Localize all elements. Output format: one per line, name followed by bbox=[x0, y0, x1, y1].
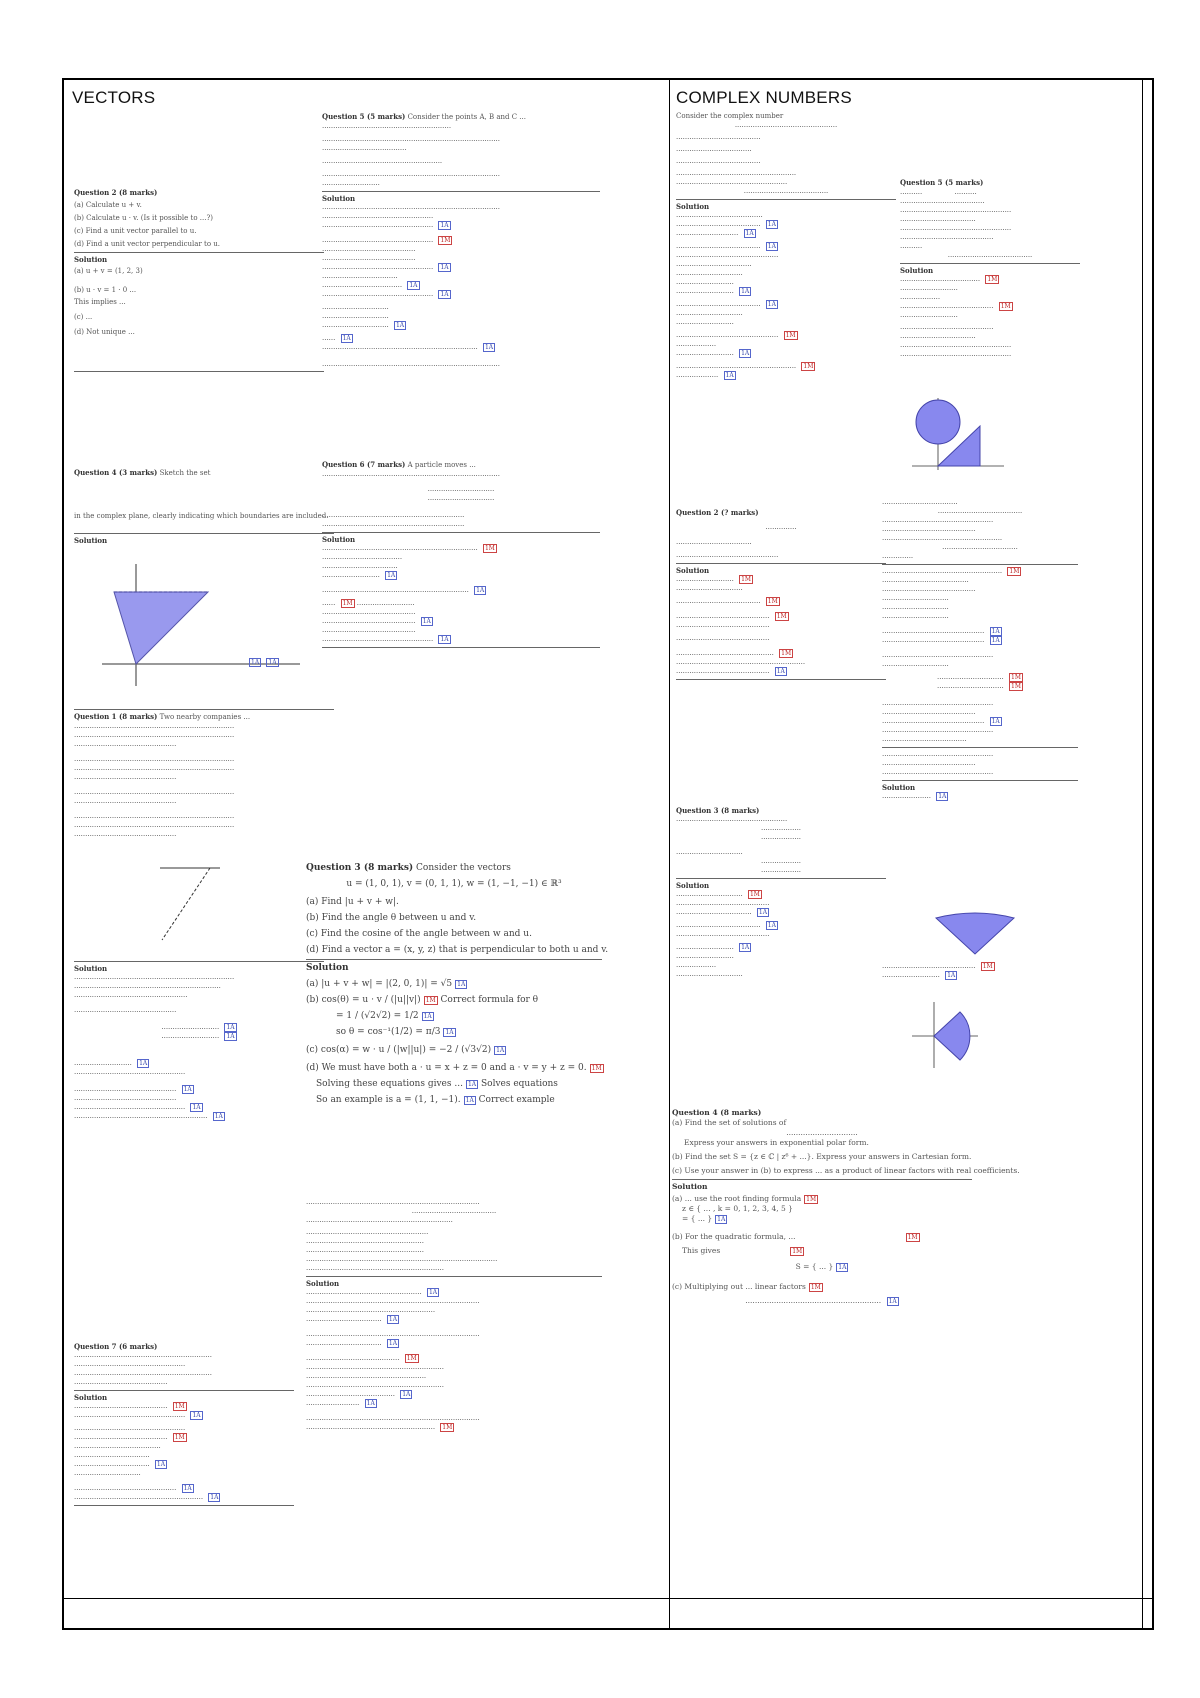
solution-line: Solving these equations gives ... bbox=[316, 1079, 463, 1089]
complex-question-3: Question 3 (8 marks) .................................................. .................. .................. .............................. .................. .................. Solution .............................. 1M .......................................... .................................. 1A ...................................... 1A .......................................... .......................... 1A .......................... .................. .............................. bbox=[676, 806, 886, 979]
question-heading: Question 3 (8 marks) bbox=[676, 806, 760, 815]
mark-badge: 1A bbox=[467, 1081, 477, 1088]
vector-definition: u = (1, 0, 1), v = (0, 1, 1), w = (1, −1, −1) ∈ ℝ³ bbox=[346, 879, 562, 889]
mark-badge: 1M bbox=[792, 1248, 803, 1255]
solution-label: Solution bbox=[676, 881, 710, 890]
complex-region-sketch-1 bbox=[910, 396, 1006, 472]
mark-badge: 1A bbox=[496, 1047, 505, 1054]
mark-badge: 1M bbox=[591, 1065, 602, 1072]
solution-line: (c) cos(α) = w · u / (|w||u|) = −2 / (√3√2) bbox=[306, 1045, 492, 1055]
complex-question-5: Question 5 (5 marks) .......... .......... ...................................... .................................................. .................................. .................................................. .......................................... .......... ...................................... Solution .................................... 1M .......................... .................. .......................................... 1M .......................... .......................................... .................................. .................................................. .................................................. bbox=[900, 178, 1080, 359]
solution-line: = 1 / (√2√2) = 1/2 bbox=[336, 1011, 419, 1021]
complex-question-right-middle: .................................. ...................................... .................................................. .......................................... ...................................................... .................................. .............. ...................................................... 1M ....................................... .......................................... .............................. .............................. .............................. .............................................. 1A .............................................. 1A .................................................. .............................. .............................. 1M .............................. 1M .................................................. .......................................... .............................................. 1A .................................................. ...................................... .................................................. .......................................... .................................................. Solution ...................... 1A bbox=[882, 498, 1078, 801]
solution-line: z ∈ { ... , k = 0, 1, 2, 3, 4, 5 } bbox=[682, 1204, 793, 1213]
question-part: Express your answers in exponential polar form. bbox=[684, 1138, 869, 1147]
vectors-question-6: Question 6 (7 marks) A particle moves ... ................................................................................ .............................. .............................. ................................................................ ................................................................ Solution ...................................................................... 1M .................................... .................................. .......................... 1A .................................................................. 1A ...... 1M .......................... .......................................... .......................................... 1A .......................................... .................................................. 1A bbox=[322, 460, 600, 650]
mark-note: Correct example bbox=[478, 1095, 555, 1105]
vectors-question-1-solution: Solution ........................................................................ .................................................................. ................................................... .............................................. .......................... 1A .......................... 1A .......................... 1A .................................................. .............................................. 1A .............................................. .................................................. 1A ............................................................ 1A bbox=[74, 958, 324, 1121]
solution-line: This gives bbox=[682, 1246, 721, 1255]
mark-badge: 1A bbox=[465, 1097, 474, 1104]
question-part: (a) Find |u + v + w|. bbox=[306, 897, 399, 907]
question-part: (d) Find a unit vector perpendicular to u. bbox=[74, 240, 221, 248]
mark-badge: 1A bbox=[838, 1264, 847, 1271]
solution-line: = { ... } bbox=[682, 1214, 713, 1223]
complex-question-2: Question 2 (? marks) .............. .................................. .............................................. Solution .......................... 1M .............................. ...................................... 1M .......................................... 1M .......................................... .......................................... ............................................ 1M .......................................................... .......................................... 1A bbox=[676, 508, 886, 682]
question-part: (c) Find the cosine of the angle between w and u. bbox=[306, 929, 532, 939]
solution-line: (d) Not unique ... bbox=[74, 328, 135, 336]
question-part: (d) Find a vector a = (x, y, z) that is perpendicular to both u and v. bbox=[306, 945, 609, 955]
mark-badge: 1M bbox=[907, 1234, 918, 1241]
solution-label: Solution bbox=[74, 255, 108, 264]
solution-line: This implies ... bbox=[74, 298, 126, 306]
question-heading: Question 5 (5 marks) bbox=[900, 178, 984, 187]
vectors-section-title: VECTORS bbox=[72, 88, 156, 107]
question-heading: Question 5 (5 marks) bbox=[322, 112, 406, 121]
question-part: (b) Calculate u · v. (Is it possible to ...?) bbox=[74, 214, 213, 222]
question-heading: Question 7 (6 marks) bbox=[74, 1342, 158, 1351]
mark-badge: 1M bbox=[425, 997, 436, 1004]
solution-line: (a) |u + v + w| = |(2, 0, 1)| = √5 bbox=[306, 979, 453, 989]
mark-note: Solves equations bbox=[480, 1079, 558, 1089]
solution-line: (c) Multiplying out ... linear factors bbox=[672, 1282, 806, 1291]
complex-region-sketch-2 bbox=[930, 912, 1020, 958]
solution-line: S = { ... } bbox=[795, 1262, 834, 1271]
mark-badge: 1A bbox=[717, 1216, 726, 1223]
solution-label: Solution bbox=[672, 1182, 708, 1191]
question-heading: Question 2 (8 marks) bbox=[74, 188, 158, 197]
question-part: (c) Find a unit vector parallel to u. bbox=[74, 227, 197, 235]
solution-label: Solution bbox=[900, 266, 934, 275]
question-text: Sketch the set bbox=[159, 469, 211, 477]
solution-label: Solution bbox=[306, 963, 349, 973]
vectors-question-7: Question 7 (6 marks) .............................................................. .................................................. .............................................................. .......................................... Solution .......................................... 1M .................................................. 1A .................................................. .......................................... 1M ....................................... .................................. .................................. 1A .............................. .............................................. 1A .......................................................... 1A bbox=[74, 1342, 294, 1508]
column-divider bbox=[669, 80, 670, 1628]
right-margin-divider bbox=[1142, 80, 1143, 1628]
question-part: (a) Calculate u + v. bbox=[74, 201, 142, 209]
question-text: Consider the complex number bbox=[676, 112, 784, 120]
solution-label: Solution bbox=[676, 566, 710, 575]
vectors-question-2 bbox=[74, 188, 324, 374]
question-heading: Question 6 (7 marks) bbox=[322, 460, 406, 469]
solution-line: (a) ... use the root finding formula bbox=[672, 1194, 802, 1203]
solution-label: Solution bbox=[74, 536, 108, 545]
question-text: A particle moves ... bbox=[407, 461, 476, 469]
question-part: (b) Find the set S = {z ∈ ℂ | z⁶ + ...}. Express your answers in Cartesian form. bbox=[672, 1152, 972, 1161]
mark-badge: 1A bbox=[251, 659, 260, 666]
complex-question-4: Question 4 (8 marks) (a) Find the set of solutions of .............................. Express your answers in exponential polar form. (b) Find the set S = {z ∈ ℂ | z⁶ + ...}. Express your answers in Cartesian form. (c) Use your answer in (b) to express ... as a product of linear factors with real coefficients. Solution (a) ... use the root finding formula 1M z ∈ { ... , k = 0, 1, 2, 3, 4, 5 } = { ... } 1A (b) For the quadratic formula, ... 1M This gives 1M S = { ... } 1A (c) Multiplying out ... linear factors 1M ......................................................... 1A bbox=[672, 1108, 1020, 1305]
question-part: (b) Find the angle θ between u and v. bbox=[306, 913, 477, 923]
mark-note: Correct formula for θ bbox=[440, 995, 539, 1005]
question-text: Consider the points A, B and C ... bbox=[407, 113, 526, 121]
solution-line: (b) cos(θ) = u · v / (|u||v|) bbox=[306, 995, 421, 1005]
question-part: (c) Use your answer in (b) to express ... as a product of linear factors with real coefficients. bbox=[672, 1166, 1020, 1175]
mark-badge: 1A bbox=[445, 1029, 454, 1036]
line-segment-diagram bbox=[150, 862, 230, 946]
sketch-marks bbox=[246, 658, 326, 667]
question-part: (a) Find the set of solutions of bbox=[672, 1118, 787, 1127]
question-text: Two nearby companies ... bbox=[159, 713, 251, 721]
solution-line: So an example is a = (1, 1, −1). bbox=[316, 1095, 461, 1105]
mark-badge: 1A bbox=[268, 659, 277, 666]
question-text: in the complex plane, clearly indicating which boundaries are included. bbox=[74, 512, 329, 520]
vectors-question-1: Question 1 (8 marks) Two nearby companies ... ........................................................................ ........................................................................ .............................................. ........................................................................ ........................................................................ .............................................. ........................................................................ .............................................. ........................................................................ ........................................................................ .............................................. bbox=[74, 712, 251, 838]
complex-section-title: COMPLEX NUMBERS bbox=[676, 88, 852, 107]
mark-badge: 1M bbox=[806, 1196, 817, 1203]
complex-region-sketch-3 bbox=[910, 1000, 980, 1070]
vectors-question-3 bbox=[306, 862, 609, 1106]
solution-label: Solution bbox=[676, 202, 710, 211]
question-heading: Question 4 (3 marks) bbox=[74, 468, 158, 477]
solution-label: Solution bbox=[74, 964, 108, 973]
solution-label: Solution bbox=[74, 1393, 108, 1402]
region-sketch bbox=[100, 560, 310, 690]
vectors-question-5: Question 5 (5 marks) Consider the points A, B and C ... .......................................................... ................................................................................ ...................................... ...................................................... ................................................................................ .......................... Solution ................................................................................ .................................................. .................................................. 1A .................................................. 1M .......................................... .......................................... .................................................. 1A .................................. .................................... 1A .................................................. 1A .............................. .............................. .............................. 1A ...... 1A ...................................................................... 1A ................................................................................ bbox=[322, 112, 600, 369]
solution-label: Solution bbox=[322, 194, 356, 203]
solution-line: (b) For the quadratic formula, ... bbox=[672, 1232, 796, 1241]
mark-badge: 1A bbox=[888, 1298, 897, 1305]
solution-line: (d) We must have both a · u = x + z = 0 and a · v = y + z = 0. bbox=[306, 1063, 587, 1073]
mark-badge: 1A bbox=[423, 1013, 432, 1020]
question-heading: Question 1 (8 marks) bbox=[74, 712, 158, 721]
solution-label: Solution bbox=[322, 535, 356, 544]
solution-line: (b) u · v = 1 · 0 ... bbox=[74, 286, 137, 294]
vectors-question-4 bbox=[74, 468, 334, 545]
question-heading: Question 3 (8 marks) bbox=[306, 863, 414, 873]
solution-line: (c) ... bbox=[74, 313, 93, 321]
question-text: Consider the vectors bbox=[416, 863, 511, 873]
complex-question-1: Consider the complex number .............................................. ...................................... .................................. ...................................... ...................................................... .................................................. ...................................... Solution ....................................... ...................................... 1A ............................ 1A ...................................... 1A .............................................. .................................. .............................. .......................... .......................... 1A ...................................... 1A .............................. .......................... .............................................. 1M .................. .......................... 1A ...................................................... 1M ................... 1A bbox=[676, 112, 896, 380]
question-heading: Question 2 (? marks) bbox=[676, 508, 759, 517]
solution-line: so θ = cos⁻¹(1/2) = π/3 bbox=[336, 1027, 441, 1037]
mark-badge: 1A bbox=[457, 981, 466, 988]
mark-badge: 1M bbox=[810, 1284, 821, 1291]
question-heading: Question 4 (8 marks) bbox=[672, 1108, 762, 1117]
solution-line: (a) u + v = (1, 2, 3) bbox=[74, 267, 143, 275]
vectors-question-6-continued: .............................................................................. ...................................... .................................................................. ....................................................... ..................................................... ..................................................... ...................................................................................... .............................................................. Solution .................................................... 1A .............................................................................. .......................................................... .................................. 1A .............................................................................. .................................. 1A .......................................... 1M .............................................................. ...................................................... .............................................................. ........................................ 1A ........................ 1A .............................................................................. .......................................................... 1M bbox=[306, 1198, 602, 1432]
footer-divider bbox=[64, 1598, 1152, 1599]
